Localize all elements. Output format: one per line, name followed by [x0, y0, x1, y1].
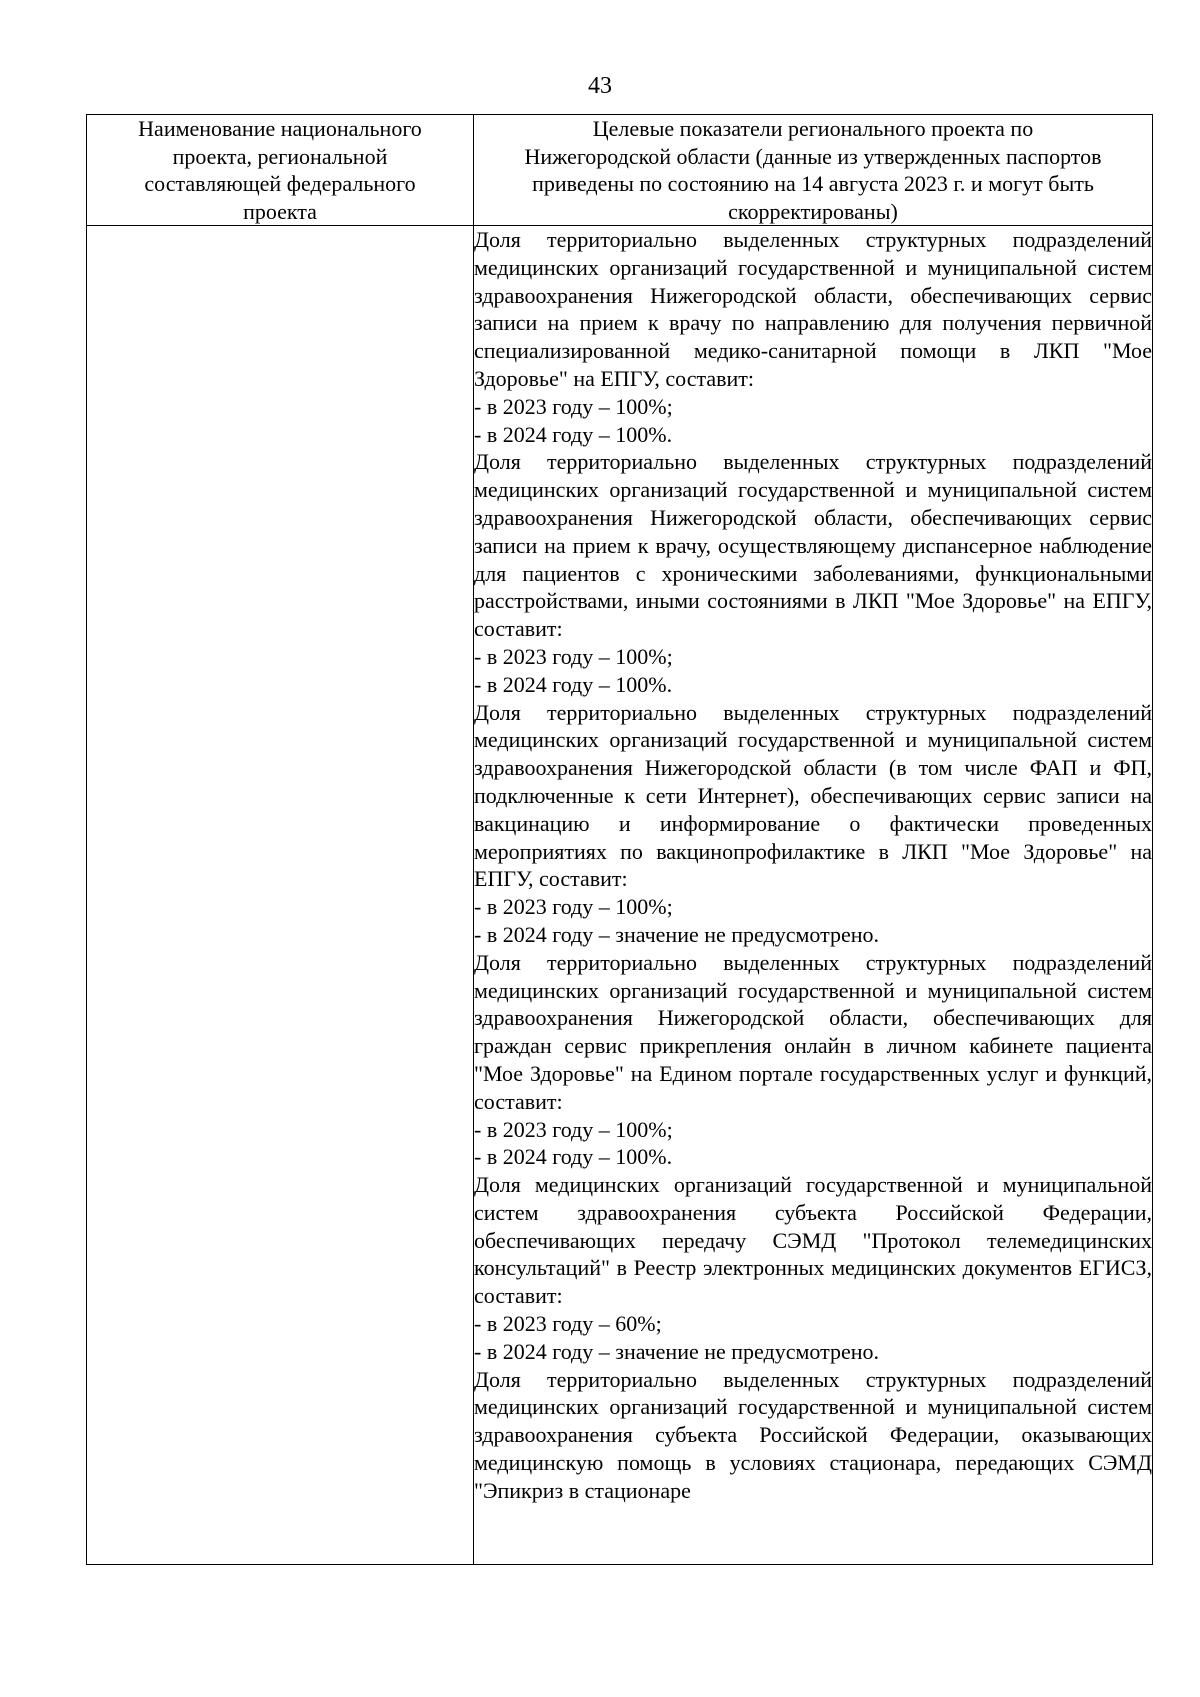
- indicator-block: [474, 1171, 1152, 1366]
- header-target-indicators-line: Нижегородской области (данные из утвержденных паспортов: [524, 143, 1102, 169]
- page-number: 43: [588, 73, 612, 99]
- indicator-value: - в 2023 году – 60%;: [474, 1311, 662, 1337]
- header-project-name-line: проекта, региональной: [172, 143, 388, 169]
- indicator-text: Доля территориально выделенных структурных подразделений медицинских организаций государственной и муниципальной систем здравоохранения Нижегородской области, обеспечивающих для граждан сервис прикрепления онлайн в личном кабинете пациента "Мое Здоровье" на Едином портале государственных услуг и функций, составит:: [474, 949, 1152, 1114]
- header-target-indicators-line: скорректированы): [728, 198, 898, 224]
- indicator-block: [474, 1366, 1152, 1505]
- indicator-value: - в 2023 году – 100%;: [474, 393, 673, 419]
- header-target-indicators-line: приведены по состоянию на 14 августа 2023 г. и могут быть: [532, 171, 1094, 196]
- indicator-text: Доля территориально выделенных структурных подразделений медицинских организаций государственной и муниципальной систем здравоохранения Нижегородской области (в том числе ФАП и ФП, подключенные к сети Интернет), обеспечивающих сервис записи на вакцинацию и информирование о фактически проведенных мероприятиях по вакцинопрофилактике в ЛКП "Мое Здоровье" на ЕПГУ, составит:: [474, 699, 1152, 892]
- indicators-table: [86, 114, 1153, 1565]
- indicator-value: - в 2024 году – значение не предусмотрено.: [474, 1338, 880, 1364]
- indicator-text: Доля территориально выделенных структурных подразделений медицинских организаций государственной и муниципальной систем здравоохранения Нижегородской области, обеспечивающих сервис записи на прием к врачу, осуществляющему диспансерное наблюдение для пациентов с хроническими заболеваниями, функциональными расстройствами, иными состояниями в ЛКП "Мое Здоровье" на ЕПГУ, составит:: [474, 449, 1152, 642]
- indicator-block: [474, 949, 1152, 1171]
- indicator-text: Доля территориально выделенных структурных подразделений медицинских организаций государственной и муниципальной систем здравоохранения Нижегородской области, обеспечивающих сервис записи на прием к врачу по направлению для получения первичной специализированной медико-санитарной помощи в ЛКП "Мое Здоровье" на ЕПГУ, составит:: [474, 227, 1152, 391]
- indicator-value: - в 2024 году – 100%.: [474, 1144, 673, 1170]
- indicator-value: - в 2024 году – значение не предусмотрено.: [474, 921, 880, 947]
- table-header-row: [87, 115, 1153, 226]
- header-target-indicators-line: Целевые показатели регионального проекта по: [592, 116, 1034, 141]
- table-body-row: [87, 226, 1153, 1565]
- header-target-indicators: [474, 115, 1153, 226]
- header-project-name: [87, 115, 474, 226]
- indicator-text: Доля территориально выделенных структурных подразделений медицинских организаций государственной и муниципальной систем здравоохранения субъекта Российской Федерации, оказывающих медицинскую помощь в условиях стационара, передающих СЭМД "Эпикриз в стационаре: [474, 1366, 1152, 1503]
- header-project-name-line: проекта: [243, 198, 317, 224]
- indicator-value: - в 2023 году – 100%;: [474, 894, 673, 920]
- header-project-name-line: Наименование национального: [138, 116, 422, 141]
- indicator-value: - в 2024 году – 100%.: [474, 421, 673, 447]
- indicator-value: - в 2023 году – 100%;: [474, 1116, 673, 1142]
- project-name-cell: [87, 226, 474, 1565]
- indicators-cell: [474, 226, 1153, 1565]
- header-project-name-line: составляющей федерального: [144, 171, 416, 196]
- indicator-block: [474, 226, 1152, 448]
- indicator-value: - в 2023 году – 100%;: [474, 643, 673, 669]
- indicator-block: [474, 699, 1152, 949]
- indicator-value: - в 2024 году – 100%.: [474, 671, 673, 697]
- indicator-text: Доля медицинских организаций государственной и муниципальной систем здравоохранения субъекта Российской Федерации, обеспечивающих передачу СЭМД "Протокол телемедицинских консультаций" в Реестр электронных медицинских документов ЕГИСЗ, составит:: [474, 1172, 1152, 1309]
- indicator-block: [474, 448, 1152, 698]
